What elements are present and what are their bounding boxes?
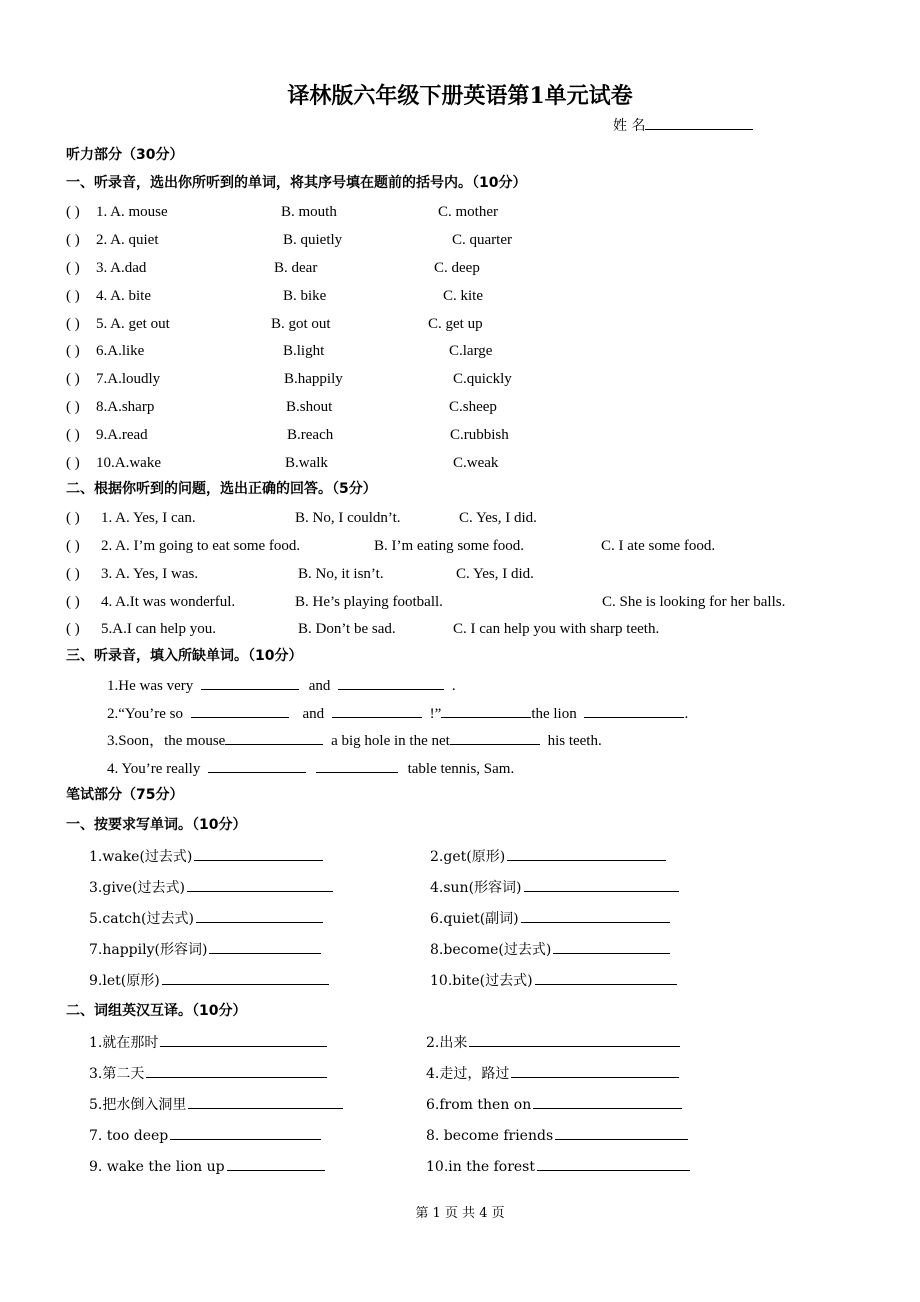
word-item-right — [430, 940, 670, 959]
fill-text: table tennis, Sam. — [407, 761, 515, 777]
word-prompt: 5.catch(过去式) — [89, 911, 194, 927]
word-prompt: 10.bite(过去式) — [430, 973, 533, 989]
fill-line-3 — [107, 731, 602, 750]
fill-line-1 — [107, 676, 456, 695]
word-item-right — [426, 1064, 679, 1083]
fill-text: !” — [429, 706, 442, 722]
answer-blank[interactable] — [533, 1095, 682, 1109]
option-b: B.shout — [286, 399, 333, 415]
question-item: 1. A. Yes, I can. — [101, 510, 196, 526]
answer-paren[interactable]: ( ) — [66, 204, 80, 220]
option-c: C. Yes, I did. — [456, 566, 534, 582]
question-item: 3. A.dad — [96, 260, 147, 276]
question-item: 5.A.I can help you. — [101, 621, 216, 637]
answer-paren[interactable]: ( ) — [66, 260, 80, 276]
word-prompt: 1.就在那时 — [89, 1035, 159, 1051]
word-item-left — [89, 1064, 327, 1083]
answer-paren[interactable]: ( ) — [66, 621, 80, 637]
answer-paren[interactable]: ( ) — [66, 594, 80, 610]
fill-blank[interactable] — [338, 676, 444, 690]
answer-blank[interactable] — [555, 1126, 688, 1140]
word-prompt: 1.wake(过去式) — [89, 849, 193, 865]
word-prompt: 9. wake the lion up — [89, 1159, 225, 1175]
option-c: C. quarter — [452, 232, 512, 248]
fill-text: his teeth. — [547, 733, 602, 749]
answer-blank[interactable] — [537, 1157, 690, 1171]
answer-paren[interactable]: ( ) — [66, 510, 80, 526]
part4-heading: 一、按要求写单词。（10分） — [66, 817, 247, 833]
word-item-left — [89, 940, 321, 959]
option-b: B. dear — [274, 260, 318, 276]
option-c: C. deep — [434, 260, 480, 276]
word-item-left — [89, 909, 323, 928]
fill-blank[interactable] — [201, 676, 299, 690]
fill-line-2 — [107, 704, 688, 723]
option-c: C. kite — [443, 288, 483, 304]
answer-blank[interactable] — [160, 1033, 327, 1047]
word-prompt: 3.第二天 — [89, 1066, 145, 1082]
answer-paren[interactable]: ( ) — [66, 371, 80, 387]
option-b: B.light — [283, 343, 325, 359]
answer-blank[interactable] — [188, 1095, 343, 1109]
name-label — [613, 116, 753, 135]
word-prompt: 4.sun(形容词) — [430, 880, 522, 896]
fill-text: and — [308, 678, 331, 694]
option-b: B. quietly — [283, 232, 343, 248]
fill-line-4 — [107, 759, 514, 778]
option-b: B. I’m eating some food. — [374, 538, 524, 554]
option-b: B. mouth — [281, 204, 337, 220]
answer-blank[interactable] — [162, 971, 329, 985]
word-prompt: 5.把水倒入洞里 — [89, 1097, 187, 1113]
fill-blank[interactable] — [450, 731, 540, 745]
word-item-left — [89, 1095, 343, 1114]
page-footer: 第 1 页 共 4 页 — [415, 1206, 505, 1221]
part3-heading: 三、听录音，填入所缺单词。（10分） — [66, 648, 303, 664]
option-b: B.reach — [287, 427, 334, 443]
word-prompt: 4.走过，路过 — [426, 1066, 510, 1082]
word-item-right — [426, 1157, 690, 1176]
option-b: B. Don’t be sad. — [298, 621, 396, 637]
fill-text: and — [302, 706, 325, 722]
answer-blank[interactable] — [553, 940, 670, 954]
question-item: 8.A.sharp — [96, 399, 155, 415]
option-c: C.large — [449, 343, 493, 359]
word-item-left — [89, 1126, 321, 1145]
word-prompt: 7. too deep — [89, 1128, 169, 1144]
fill-blank[interactable] — [584, 704, 684, 718]
answer-blank[interactable] — [227, 1157, 325, 1171]
question-item: 4. A.It was wonderful. — [101, 594, 236, 610]
fill-blank[interactable] — [441, 704, 531, 718]
option-c: C. She is looking for her balls. — [602, 594, 786, 610]
answer-blank[interactable] — [535, 971, 677, 985]
fill-text: . — [684, 706, 689, 722]
fill-text: 1.He was very — [107, 678, 194, 694]
option-c: C.rubbish — [450, 427, 509, 443]
question-item: 9.A.read — [96, 427, 148, 443]
word-item-right — [430, 909, 670, 928]
answer-blank[interactable] — [194, 847, 323, 861]
answer-paren[interactable]: ( ) — [66, 455, 80, 471]
option-c: C. Yes, I did. — [459, 510, 537, 526]
option-c: C.sheep — [449, 399, 497, 415]
fill-text: 2.“You’re so — [107, 706, 183, 722]
option-c: C.quickly — [453, 371, 512, 387]
answer-paren[interactable]: ( ) — [66, 343, 80, 359]
option-c: C. mother — [438, 204, 498, 220]
option-b: B. He’s playing football. — [295, 594, 443, 610]
word-item-left — [89, 1157, 325, 1176]
fill-text: 4. You’re really — [107, 761, 201, 777]
question-item: 2. A. I’m going to eat some food. — [101, 538, 301, 554]
word-item-right — [430, 971, 677, 990]
word-item-left — [89, 878, 333, 897]
answer-blank[interactable] — [507, 847, 666, 861]
word-prompt: 2.get(原形) — [430, 849, 506, 865]
page-title: 译林版六年级下册英语第1单元试卷 — [287, 83, 633, 109]
word-item-right — [430, 847, 666, 866]
fill-blank[interactable] — [225, 731, 323, 745]
fill-blank[interactable] — [316, 759, 398, 773]
word-prompt: 6.quiet(副词) — [430, 911, 519, 927]
option-c: C.weak — [453, 455, 499, 471]
question-item: 10.A.wake — [96, 455, 161, 471]
answer-paren[interactable]: ( ) — [66, 316, 80, 332]
answer-blank[interactable] — [469, 1033, 680, 1047]
fill-text: the lion — [531, 706, 577, 722]
word-prompt: 7.happily(形容词) — [89, 942, 208, 958]
word-prompt: 8.become(过去式) — [430, 942, 552, 958]
answer-paren[interactable]: ( ) — [66, 566, 80, 582]
answer-blank[interactable] — [209, 940, 321, 954]
option-b: B. bike — [283, 288, 327, 304]
word-item-right — [426, 1095, 682, 1114]
word-prompt: 3.give(过去式) — [89, 880, 185, 896]
name-blank[interactable] — [645, 116, 753, 130]
fill-text: a big hole in the net — [331, 733, 450, 749]
answer-paren[interactable]: ( ) — [66, 232, 80, 248]
question-item: 7.A.loudly — [96, 371, 161, 387]
option-b: B. No, it isn’t. — [298, 566, 384, 582]
word-item-left — [89, 971, 329, 990]
word-prompt: 10.in the forest — [426, 1159, 535, 1175]
answer-paren[interactable]: ( ) — [66, 427, 80, 443]
answer-blank[interactable] — [196, 909, 323, 923]
question-item: 4. A. bite — [96, 288, 151, 304]
fill-blank[interactable] — [332, 704, 422, 718]
question-item: 1. A. mouse — [96, 204, 168, 220]
answer-blank[interactable] — [511, 1064, 679, 1078]
option-b: B.happily — [284, 371, 343, 387]
option-b: B.walk — [285, 455, 328, 471]
word-prompt: 9.let(原形) — [89, 973, 160, 989]
answer-paren[interactable]: ( ) — [66, 538, 80, 554]
option-c: C. get up — [428, 316, 483, 332]
answer-paren[interactable]: ( ) — [66, 288, 80, 304]
part1-heading: 一、听录音，选出你所听到的单词，将其序号填在题前的括号内。（10分） — [66, 175, 527, 191]
part2-heading: 二、根据你听到的问题，选出正确的回答。（5分） — [66, 481, 377, 497]
fill-text: 3.Soon，the mouse — [107, 733, 226, 749]
answer-blank[interactable] — [524, 878, 680, 892]
question-item: 3. A. Yes, I was. — [101, 566, 199, 582]
word-item-right — [426, 1033, 680, 1052]
question-item: 5. A. get out — [96, 316, 170, 332]
listening-header: 听力部分（30分） — [66, 147, 184, 163]
word-prompt: 6.from then on — [426, 1097, 532, 1113]
writing-header: 笔试部分（75分） — [66, 787, 184, 803]
answer-blank[interactable] — [521, 909, 670, 923]
option-c: C. I ate some food. — [601, 538, 716, 554]
question-item: 6.A.like — [96, 343, 145, 359]
name-label-text: 姓 名 — [613, 118, 646, 134]
answer-blank[interactable] — [187, 878, 333, 892]
answer-paren[interactable]: ( ) — [66, 399, 80, 415]
option-c: C. I can help you with sharp teeth. — [453, 621, 660, 637]
option-b: B. got out — [271, 316, 331, 332]
word-item-left — [89, 847, 323, 866]
fill-blank[interactable] — [208, 759, 306, 773]
answer-blank[interactable] — [146, 1064, 327, 1078]
answer-blank[interactable] — [170, 1126, 321, 1140]
word-item-right — [430, 878, 679, 897]
word-item-left — [89, 1033, 327, 1052]
part5-heading: 二、词组英汉互译。（10分） — [66, 1003, 247, 1019]
word-prompt: 8. become friends — [426, 1128, 554, 1144]
word-item-right — [426, 1126, 688, 1145]
question-item: 2. A. quiet — [96, 232, 159, 248]
option-b: B. No, I couldn’t. — [295, 510, 401, 526]
fill-blank[interactable] — [191, 704, 289, 718]
fill-text: . — [451, 678, 456, 694]
word-prompt: 2.出来 — [426, 1035, 468, 1051]
